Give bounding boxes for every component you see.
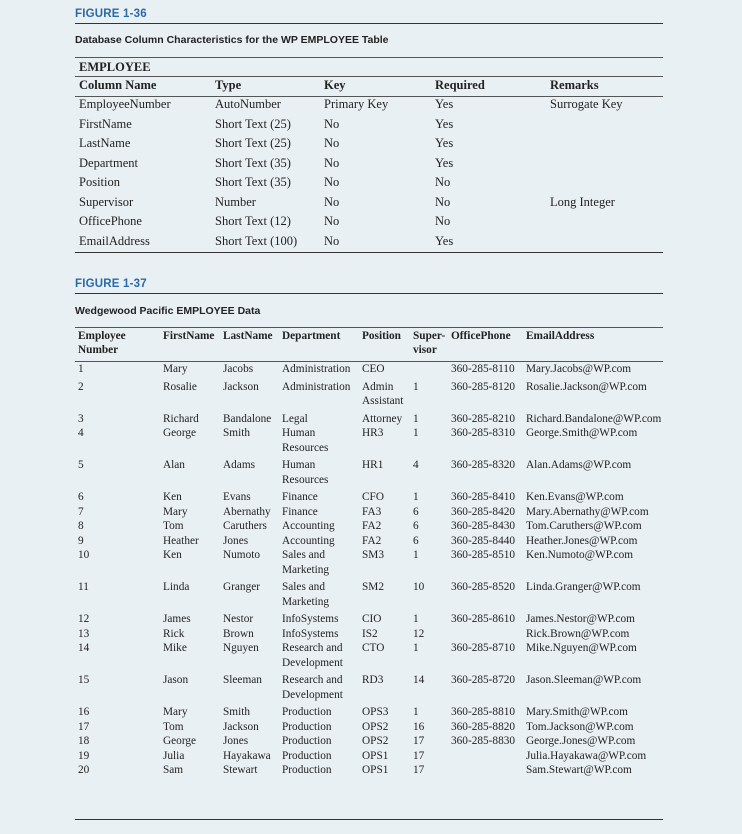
required-cell: No [435,194,451,209]
table-row [75,117,663,137]
table-row [75,156,663,176]
table-row [75,175,663,195]
email-cell: George.Smith@WP.com [526,427,638,439]
remarks-cell: Surrogate Key [550,97,623,111]
header-last-name: LastName [223,329,282,362]
type-cell: Short Text (12) [215,214,291,228]
email-cell: Linda.Granger@WP.com [526,581,641,593]
supervisor-cell: 16 [413,720,425,733]
table-row [75,490,663,505]
first-name-cell: Rick [163,627,185,640]
last-name-cell: Smith [223,706,250,718]
office-phone-cell: 360-285-8210 [451,412,516,425]
position-cell: OPS1 [362,764,389,776]
remarks-cell [550,234,663,254]
supervisor-cell [413,362,451,380]
table-row [75,234,663,254]
table-row [75,734,663,749]
position-cell: SM3 [362,549,384,561]
first-name-cell: Linda [163,581,190,593]
header-position: Position [362,329,413,362]
email-cell: George.Jones@WP.com [526,735,636,747]
header-office-phone: OfficePhone [451,329,526,362]
position-cell: Attorney [362,412,403,425]
first-name-cell: Ken [163,549,182,561]
office-phone-cell: 360-285-8610 [451,613,516,625]
remarks-cell [550,214,663,234]
office-phone-cell: 360-285-8310 [451,427,516,439]
department-cell: Research and Development [282,674,343,701]
email-cell: Ken.Evans@WP.com [526,491,624,503]
first-name-cell: Mike [163,642,187,654]
position-cell: RD3 [362,674,384,686]
position-cell: IS2 [362,627,378,640]
last-name-cell: Jones [223,735,249,747]
email-cell: James.Nestor@WP.com [526,613,635,625]
office-phone-cell [451,627,526,642]
required-cell: Yes [435,97,454,111]
table1-title-rule [75,76,663,77]
supervisor-cell: 6 [413,505,419,518]
office-phone-cell: 360-285-8720 [451,674,516,686]
last-name-cell: Jackson [223,380,259,393]
header-column-name: Column Name [75,78,215,97]
table-row [75,519,663,534]
department-cell: Accounting [282,534,335,547]
last-name-cell: Jones [223,534,249,547]
employee-number-cell: 8 [78,520,84,532]
column-name-cell: Position [79,175,120,189]
first-name-cell: Julia [163,749,185,762]
figure-1-36-label: FIGURE 1-36 [75,8,147,20]
supervisor-cell: 14 [413,674,425,686]
required-cell: No [435,175,451,189]
type-cell: Short Text (35) [215,175,291,189]
last-name-cell: Stewart [223,764,258,776]
header-employee-number: Employee Number [75,329,163,362]
employee-number-cell: 11 [78,581,89,593]
employee-number-cell: 3 [78,412,84,425]
department-cell: InfoSystems [282,627,339,640]
last-name-cell: Evans [223,491,251,503]
employee-number-cell: 10 [78,549,90,561]
office-phone-cell: 360-285-8410 [451,491,516,503]
department-cell: Production [282,764,332,776]
key-cell: No [324,175,340,189]
position-cell: FA2 [362,534,382,547]
table-row [75,458,663,490]
supervisor-cell: 1 [413,412,419,425]
table-row [75,97,663,117]
supervisor-cell: 1 [413,642,419,654]
supervisor-cell: 6 [413,520,419,532]
office-phone-cell: 360-285-8420 [451,505,516,518]
employee-number-cell: 13 [78,627,90,640]
first-name-cell: Tom [163,720,184,733]
table1-name: EMPLOYEE [79,60,151,74]
header-required: Required [435,78,550,97]
header-email: EmailAddress [526,329,663,362]
type-cell: Short Text (100) [215,233,298,248]
department-cell: Production [282,749,332,762]
email-cell: Julia.Hayakawa@WP.com [526,749,647,762]
last-name-cell: Abernathy [223,505,271,518]
key-cell: No [324,116,340,131]
department-cell: Administration [282,363,351,375]
type-cell: Short Text (35) [215,155,291,170]
header-remarks: Remarks [550,78,663,97]
first-name-cell: George [163,427,197,439]
table-row [75,534,663,549]
table-row [75,749,663,764]
supervisor-cell: 17 [413,749,425,762]
table1-bottom-rule [75,252,663,253]
header-department: Department [282,329,362,362]
department-cell: Research and Development [282,642,343,669]
table-row [75,412,663,427]
position-cell: FA3 [362,505,382,518]
table-row [75,580,663,612]
supervisor-cell: 1 [413,427,419,439]
column-name-cell: Supervisor [79,194,134,209]
office-phone-cell: 360-285-8520 [451,581,516,593]
figure-1-37-rule [75,293,663,294]
email-cell: Mary.Abernathy@WP.com [526,505,649,518]
office-phone-cell: 360-285-8120 [451,380,516,393]
first-name-cell: Mary [163,363,188,375]
position-cell: HR1 [362,459,384,471]
header-key: Key [324,78,435,97]
department-cell: Accounting [282,520,335,532]
position-cell: CIO [362,613,382,625]
employee-number-cell: 2 [78,380,84,393]
employee-columns-table [75,78,663,253]
table-row [75,673,663,705]
table-row [75,720,663,735]
header-type: Type [215,78,324,97]
supervisor-cell: 6 [413,534,419,547]
table-row [75,548,663,580]
first-name-cell: Alan [163,459,185,471]
first-name-cell: Richard [163,412,199,425]
first-name-cell: Mary [163,505,188,518]
employee-number-cell: 4 [78,427,84,439]
supervisor-cell: 1 [413,613,419,625]
required-cell: Yes [435,116,454,131]
figure-1-36-rule [75,23,663,24]
employee-number-cell: 12 [78,613,90,625]
table-row [75,627,663,642]
first-name-cell: Mary [163,706,188,718]
employee-number-cell: 16 [78,706,90,718]
figure-1-37-label: FIGURE 1-37 [75,278,147,290]
position-cell: Admin Assistant [362,380,404,407]
last-name-cell: Caruthers [223,520,267,532]
header-first-name: FirstName [163,329,223,362]
key-cell: No [324,233,340,248]
table2-top-rule [75,327,663,328]
department-cell: Sales and Marketing [282,581,330,608]
email-cell: Alan.Adams@WP.com [526,459,632,471]
email-cell: Tom.Jackson@WP.com [526,720,634,733]
table1-header-row [75,78,663,97]
table-row [75,641,663,673]
employee-number-cell: 6 [78,491,84,503]
key-cell: Primary Key [324,97,389,111]
employee-number-cell: 5 [78,459,84,471]
table1-top-rule [75,57,663,58]
figure-1-36-caption: Database Column Characteristics for the WP EMPLOYEE Table [75,34,389,46]
supervisor-cell: 1 [413,380,419,393]
employee-number-cell: 7 [78,505,84,518]
supervisor-cell: 17 [413,735,425,747]
email-cell: Mike.Nguyen@WP.com [526,642,637,654]
table-row [75,612,663,627]
office-phone-cell: 360-285-8320 [451,459,516,471]
table-row [75,214,663,234]
column-name-cell: FirstName [79,116,132,131]
email-cell: Mary.Jacobs@WP.com [526,363,632,375]
position-cell: OPS1 [362,749,389,762]
employee-number-cell: 14 [78,642,90,654]
required-cell: No [435,214,451,228]
first-name-cell: Rosalie [163,380,197,393]
employee-number-cell: 1 [78,363,84,375]
remarks-cell [550,175,663,195]
remarks-cell: Long Integer [550,194,615,209]
first-name-cell: George [163,735,197,747]
office-phone-cell: 360-285-8430 [451,520,516,532]
department-cell: Human Resources [282,459,329,486]
last-name-cell: Granger [223,581,261,593]
first-name-cell: Heather [163,534,199,547]
required-cell: Yes [435,136,454,150]
department-cell: Finance [282,505,318,518]
position-cell: CTO [362,642,385,654]
department-cell: Sales and Marketing [282,549,330,576]
column-name-cell: Department [79,155,139,170]
email-cell: Rick.Brown@WP.com [526,627,630,640]
office-phone-cell: 360-285-8810 [451,706,516,718]
column-name-cell: LastName [79,136,131,150]
table-row [75,426,663,458]
email-cell: Ken.Numoto@WP.com [526,549,634,561]
office-phone-cell: 360-285-8510 [451,549,516,561]
first-name-cell: Tom [163,520,184,532]
employee-number-cell: 18 [78,735,90,747]
department-cell: Production [282,735,332,747]
department-cell: Production [282,706,332,718]
office-phone-cell [451,749,526,764]
table-row [75,362,663,380]
key-cell: No [324,136,340,150]
first-name-cell: Ken [163,491,182,503]
employee-number-cell: 17 [78,720,90,733]
figure-1-37-caption: Wedgewood Pacific EMPLOYEE Data [75,305,261,317]
position-cell: HR3 [362,427,384,439]
remarks-cell [550,156,663,176]
type-cell: Short Text (25) [215,136,291,150]
office-phone-cell: 360-285-8820 [451,720,516,733]
required-cell: Yes [435,155,454,170]
first-name-cell: Jason [163,674,189,686]
last-name-cell: Adams [223,459,256,471]
office-phone-cell: 360-285-8710 [451,642,516,654]
email-cell: Sam.Stewart@WP.com [526,764,632,776]
office-phone-cell: 360-285-8110 [451,363,515,375]
last-name-cell: Nestor [223,613,254,625]
department-cell: Legal [282,412,308,425]
table-row [75,380,663,412]
employee-number-cell: 20 [78,764,90,776]
supervisor-cell: 17 [413,764,425,776]
office-phone-cell: 360-285-8830 [451,735,516,747]
type-cell: Number [215,194,256,209]
table-row [75,195,663,215]
department-cell: Production [282,720,332,733]
last-name-cell: Jackson [223,720,259,733]
position-cell: FA2 [362,520,382,532]
last-name-cell: Brown [223,627,254,640]
column-name-cell: OfficePhone [79,214,142,228]
department-cell: Finance [282,491,318,503]
office-phone-cell: 360-285-8440 [451,534,516,547]
header-supervisor: Super- visor [413,329,451,362]
department-cell: InfoSystems [282,613,339,625]
column-name-cell: EmailAddress [79,233,150,248]
type-cell: Short Text (25) [215,116,291,131]
required-cell: Yes [435,233,454,248]
email-cell: Tom.Caruthers@WP.com [526,520,642,532]
last-name-cell: Hayakawa [223,749,271,762]
department-cell: Human Resources [282,427,329,454]
position-cell: SM2 [362,581,384,593]
key-cell: No [324,214,340,228]
employee-number-cell: 19 [78,749,90,762]
email-cell: Mary.Smith@WP.com [526,706,628,718]
last-name-cell: Smith [223,427,250,439]
email-cell: Jason.Sleeman@WP.com [526,674,642,686]
department-cell: Administration [282,380,351,393]
last-name-cell: Bandalone [223,412,272,425]
remarks-cell [550,117,663,137]
employee-number-cell: 9 [78,534,84,547]
key-cell: No [324,194,340,209]
supervisor-cell: 12 [413,627,425,640]
supervisor-cell: 10 [413,581,425,593]
table-row [75,505,663,520]
supervisor-cell: 1 [413,491,419,503]
type-cell: AutoNumber [215,97,281,111]
supervisor-cell: 1 [413,706,419,718]
last-name-cell: Sleeman [223,674,262,686]
position-cell: OPS3 [362,706,389,718]
email-cell: Richard.Bandalone@WP.com [526,412,662,425]
first-name-cell: James [163,613,191,625]
email-cell: Heather.Jones@WP.com [526,534,638,547]
column-name-cell: EmployeeNumber [79,97,171,111]
position-cell: OPS2 [362,720,389,733]
position-cell: CFO [362,491,384,503]
table-row [75,705,663,720]
last-name-cell: Jacobs [223,363,254,375]
last-name-cell: Nguyen [223,642,259,654]
table2-bottom-rule [75,819,663,820]
employee-data-table [75,329,663,778]
supervisor-cell: 1 [413,549,419,561]
position-cell: CEO [362,363,385,375]
remarks-cell [550,136,663,156]
key-cell: No [324,155,340,170]
position-cell: OPS2 [362,735,389,747]
table-row [75,763,663,778]
office-phone-cell [451,763,526,778]
table-row [75,136,663,156]
email-cell: Rosalie.Jackson@WP.com [526,380,647,393]
employee-number-cell: 15 [78,674,90,686]
last-name-cell: Numoto [223,549,261,561]
table2-header-row [75,329,663,362]
first-name-cell: Sam [163,764,184,776]
supervisor-cell: 4 [413,459,419,471]
